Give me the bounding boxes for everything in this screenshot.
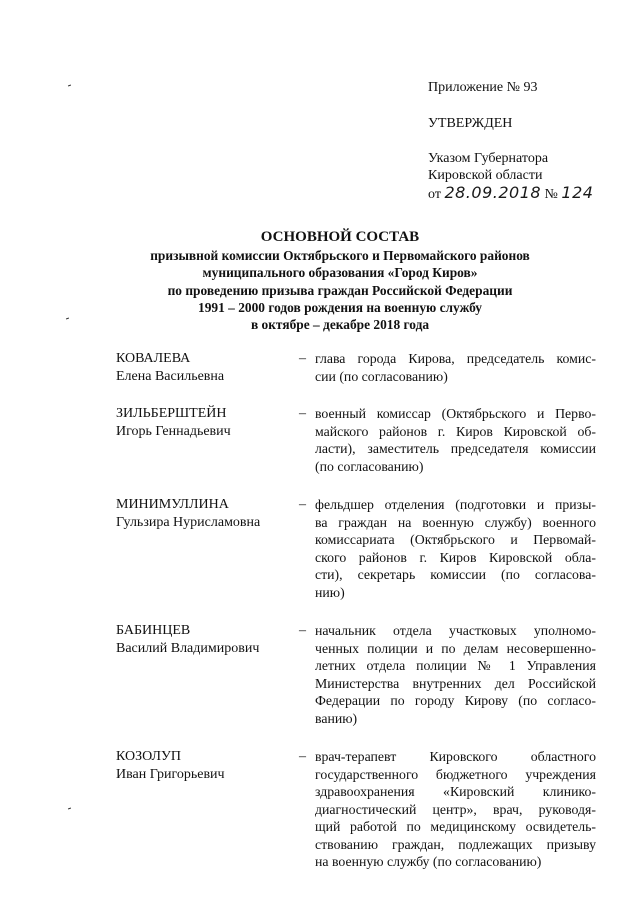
decree-number-label: № bbox=[544, 187, 558, 202]
role-line: ского районов г. Киров Кировской обла- bbox=[315, 549, 596, 565]
member-surname: БАБИНЦЕВ bbox=[116, 623, 191, 638]
role-line: (по согласованию) bbox=[315, 458, 424, 474]
dash-separator: – bbox=[299, 351, 306, 366]
decree-issuer: Указом Губернатора bbox=[428, 151, 549, 166]
title-line: по проведению призыва граждан Российской Федерации bbox=[167, 282, 513, 298]
member-role bbox=[315, 405, 596, 475]
title-main: ОСНОВНОЙ СОСТАВ bbox=[260, 229, 420, 245]
dash-separator: – bbox=[299, 749, 306, 764]
role-line: начальник отдела участковых уполномо- bbox=[315, 623, 596, 638]
dash-separator: – bbox=[299, 406, 306, 421]
role-line: глава города Кирова, председатель комис- bbox=[315, 351, 596, 366]
member-role bbox=[315, 748, 596, 871]
role-line: диагностический центр», врач, руководя- bbox=[315, 801, 596, 817]
role-line: комиссариата (Октябрьского и Первомай- bbox=[315, 532, 596, 547]
role-line: сии (по согласованию) bbox=[315, 368, 448, 384]
role-line: майского районов г. Киров Кировской об- bbox=[315, 423, 596, 439]
member-name: Елена Васильевна bbox=[116, 368, 225, 384]
scan-speck bbox=[68, 808, 71, 810]
member-name: Василий Владимирович bbox=[116, 640, 260, 656]
document-title bbox=[120, 228, 560, 333]
dash-separator: – bbox=[299, 623, 306, 638]
member-surname: КОЗОЛУП bbox=[116, 749, 182, 764]
decree-region: Кировской области bbox=[428, 168, 543, 183]
appendix-number: Приложение № 93 bbox=[428, 80, 538, 95]
member-name: Игорь Геннадьевич bbox=[116, 423, 231, 439]
member-surname: МИНИМУЛЛИНА bbox=[116, 497, 229, 512]
decree-date-line bbox=[428, 184, 593, 203]
member-person bbox=[116, 350, 296, 385]
role-line: фельдшер отделения (подготовки и призы- bbox=[315, 497, 596, 512]
role-line: ва граждан на военную службу) военного bbox=[315, 514, 596, 530]
role-line: нию) bbox=[315, 584, 345, 600]
role-line: щий работой по медицинскому освидетель- bbox=[315, 819, 596, 834]
member-surname: КОВАЛЕВА bbox=[116, 351, 191, 366]
decree-from: от bbox=[428, 187, 441, 202]
member-person bbox=[116, 748, 296, 783]
member-person bbox=[116, 496, 296, 531]
member-entry bbox=[116, 350, 596, 385]
member-entry bbox=[116, 496, 596, 601]
role-line: врач-терапевт Кировского областного bbox=[315, 749, 596, 764]
title-line: в октябре – декабре 2018 года bbox=[250, 317, 430, 333]
member-person bbox=[116, 622, 296, 657]
role-line: ласти), заместитель председателя комиссии bbox=[315, 441, 596, 456]
members-list bbox=[116, 350, 596, 871]
member-name: Гульзира Нурисламовна bbox=[116, 514, 261, 530]
member-name: Иван Григорьевич bbox=[116, 766, 225, 782]
member-entry bbox=[116, 622, 596, 727]
role-line: Федерации по городу Кирову (по согласо- bbox=[315, 693, 596, 708]
member-role bbox=[315, 496, 596, 601]
scan-speck bbox=[68, 85, 71, 87]
role-line: государственного бюджетного учреждения bbox=[315, 766, 596, 782]
role-line: ченных полиции и по делам несовершенно- bbox=[315, 640, 596, 656]
decree-reference bbox=[428, 150, 593, 203]
title-line: 1991 – 2000 годов рождения на военную службу bbox=[198, 299, 482, 315]
member-role bbox=[315, 622, 596, 727]
dash-separator: – bbox=[299, 497, 306, 512]
member-entry bbox=[116, 405, 596, 475]
decree-number: 124 bbox=[561, 183, 594, 202]
approved-label: УТВЕРЖДЕН bbox=[428, 116, 513, 131]
member-person bbox=[116, 405, 296, 440]
decree-date: 28.09.2018 bbox=[444, 183, 542, 202]
title-line: муниципального образования «Город Киров» bbox=[202, 265, 478, 281]
title-line: призывной комиссии Октябрьского и Первомайского районов bbox=[150, 248, 530, 263]
scan-speck bbox=[66, 318, 69, 320]
role-line: Министерства внутренних дел Российской bbox=[315, 675, 596, 691]
role-line: здравоохранения «Кировский клинико- bbox=[315, 784, 596, 799]
role-line: ванию) bbox=[315, 710, 358, 726]
member-entry bbox=[116, 748, 596, 871]
title-subtitle bbox=[120, 247, 560, 333]
role-line: сти), секретарь комиссии (по согласова- bbox=[315, 567, 596, 582]
role-line: летних отдела полиции № 1 Управления bbox=[315, 658, 596, 673]
role-line: военный комиссар (Октябрьского и Перво- bbox=[315, 406, 596, 421]
member-surname: ЗИЛЬБЕРШТЕЙН bbox=[116, 406, 227, 421]
role-line: на военную службу (по согласованию) bbox=[315, 854, 542, 869]
role-line: ствованию граждан, подлежащих призыву bbox=[315, 836, 596, 852]
member-role bbox=[315, 350, 596, 385]
